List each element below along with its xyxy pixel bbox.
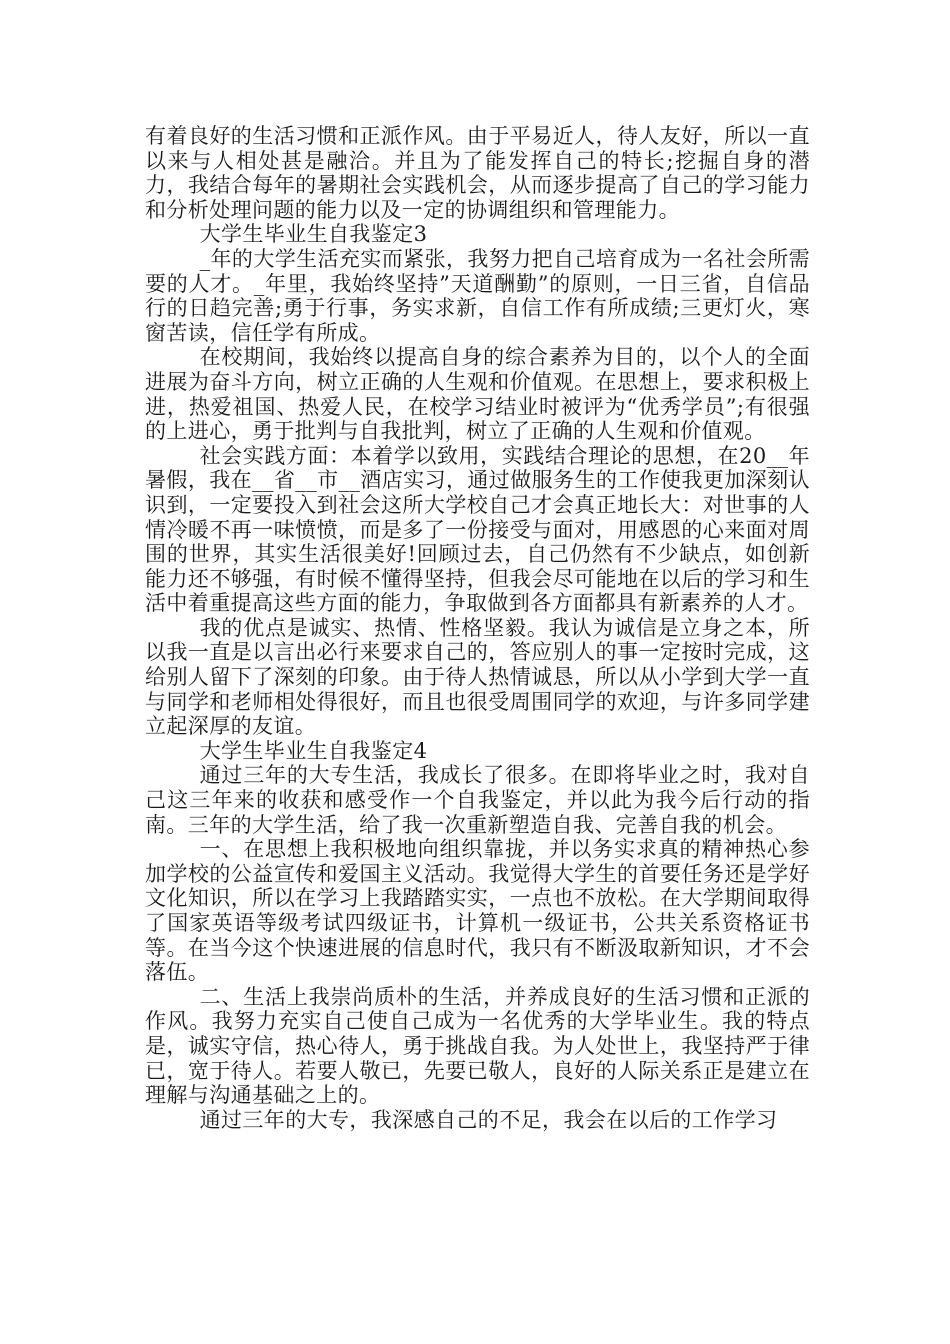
paragraph: 通过三年的大专，我深感自己的不足，我会在以后的工作学习 [199, 1107, 778, 1132]
paragraph: 二、生活上我崇尚质朴的生活，并养成良好的生活习惯和正派的作风。我努力充实自己使自己成为一名优秀的大学毕业生。我的特点是，诚实守信，热心待人，勇于挑战自我。为人处世上，我坚持严于律已，宽于待人。若要人敬已，先要已敬人，良好的人际关系正是建立在理解与沟通基础之上的。 [145, 984, 810, 1108]
paragraph: 在校期间，我始终以提高自身的综合素养为目的，以个人的全面进展为奋斗方向，树立正确的人生观和价值观。在思想上，要求积极上进，热爱祖国、热爱人民，在校学习结业时被评为“优秀学员”;有很强的上进心，勇于批判与自我批判，树立了正确的人生观和价值观。 [145, 345, 810, 444]
paragraph: _年的大学生活充实而紧张，我努力把自己培育成为一名社会所需要的人才。_年里，我始终坚持”天道酬勤”的原则，一日三省，自信品行的日趋完善;勇于行事，务实求新，自信工作有所成绩;三更灯火，寒窗苦读，信任学有所成。 [145, 246, 810, 345]
section-heading-3: 大学生毕业生自我鉴定3 [199, 222, 428, 247]
paragraph: 一、在思想上我积极地向组织靠拢，并以务实求真的精神热心参加学校的公益宣传和爱国主义活动。我觉得大学生的首要任务还是学好文化知识，所以在学习上我踏踏实实，一点也不放松。在大学期间取得了国家英语等级考试四级证书，计算机一级证书，公共关系资格证书等。在当今这个快速进展的信息时代，我只有不断汲取新知识，才不会落伍。 [145, 837, 810, 985]
paragraph-continued: 有着良好的生活习惯和正派作风。由于平易近人，待人友好，所以一直以来与人相处甚是融洽。并且为了能发挥自己的特长;挖掘自身的潜力，我结合每年的暑期社会实践机会，从而逐步提高了自己的学习能力和分析处理问题的能力以及一定的协调组织和管理能力。 [145, 124, 810, 222]
document-body [145, 124, 810, 1132]
paragraph: 社会实践方面：本着学以致用，实践结合理论的思想，在20__年暑假，我在__省__市__酒店实习，通过做服务生的工作使我更加深刻认识到，一定要投入到社会这所大学校自己才会真正地长大：对世事的人情冷暖不再一味愤愤，而是多了一份接受与面对，用感恩的心来面对周围的世界，其实生活很美好!回顾过去，自己仍然有不少缺点，如创新能力还不够强，有时候不懂得坚持，但我会尽可能地在以后的学习和生活中着重提高这些方面的能力，争取做到各方面都具有新素养的人才。 [145, 443, 810, 616]
paragraph: 通过三年的大专生活，我成长了很多。在即将毕业之时，我对自己这三年来的收获和感受作一个自我鉴定，并以此为我今后行动的指南。三年的大学生活，给了我一次重新塑造自我、完善自我的机会。 [145, 763, 810, 837]
section-heading-4: 大学生毕业生自我鉴定4 [199, 738, 428, 763]
paragraph: 我的优点是诚实、热情、性格坚毅。我认为诚信是立身之本，所以我一直是以言出必行来要求自己的，答应别人的事一定按时完成，这给别人留下了深刻的印象。由于待人热情诚恳，所以从小学到大学一直与同学和老师相处得很好，而且也很受周围同学的欢迎，与许多同学建立起深厚的友谊。 [145, 615, 810, 739]
